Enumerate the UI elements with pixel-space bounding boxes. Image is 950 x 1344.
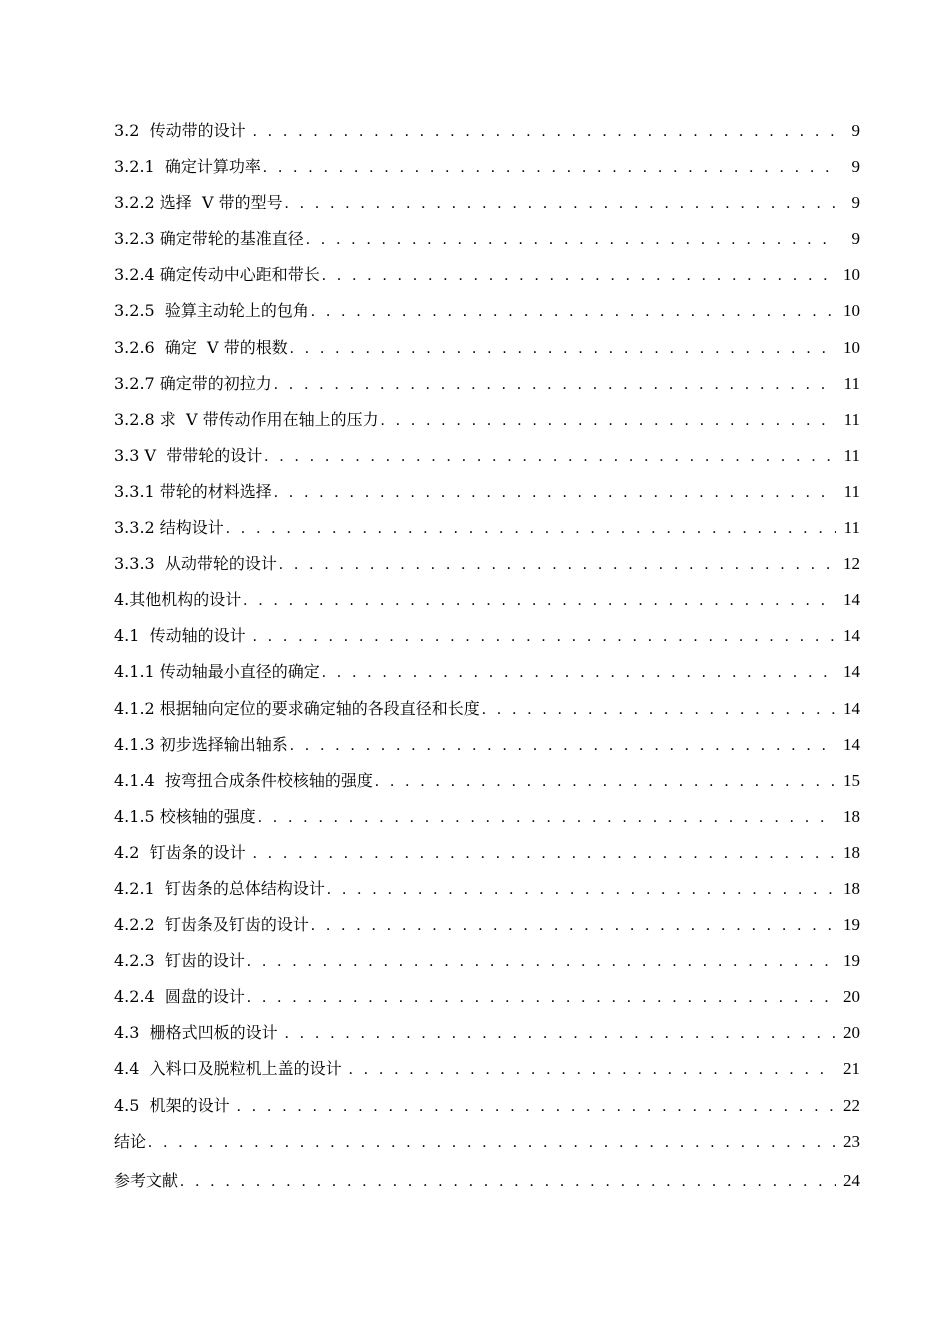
dot-leader (381, 407, 836, 435)
dot-leader (279, 551, 836, 579)
dot-leader (311, 912, 836, 940)
toc-entry-4-5[interactable] (114, 1092, 860, 1128)
toc-entry-3-3-2[interactable] (114, 514, 860, 550)
toc-entry-page: 23 (843, 1131, 860, 1151)
toc-entry-title: 4.3 栅格式凹板的设计 (114, 1023, 283, 1043)
toc-entry-4-3[interactable] (114, 1019, 860, 1055)
dot-leader (375, 768, 836, 796)
toc-entry-3-2-5[interactable] (114, 297, 860, 333)
toc-entry-4-2-4[interactable] (114, 983, 860, 1019)
toc-entry-title: 4.5 机架的设计 (114, 1095, 235, 1115)
toc-entry-title: 4.1.2 根据轴向定位的要求确定轴的各段直径和长度 (114, 698, 480, 718)
toc-entry-3-2-8[interactable] (114, 406, 860, 442)
toc-entry-title: 4.2.4 圆盘的设计 (114, 987, 245, 1007)
toc-entry-page: 18 (843, 878, 860, 898)
toc-entry-page: 11 (843, 409, 860, 429)
toc-entry-page: 14 (843, 626, 860, 646)
toc-entry-page: 9 (851, 193, 860, 213)
toc-entry-title: 4.2 钉齿条的设计 (114, 842, 251, 862)
toc-entry-page: 14 (843, 734, 860, 754)
toc-entry-page: 14 (843, 698, 860, 718)
dot-leader (306, 226, 836, 254)
dot-leader (253, 623, 836, 651)
toc-entry-page: 11 (843, 518, 860, 538)
toc-entry-page: 20 (843, 1023, 860, 1043)
dot-leader (311, 298, 836, 326)
toc-entry-title: 3.3.3 从动带轮的设计 (114, 554, 277, 574)
toc-entry-3-3[interactable] (114, 442, 860, 478)
toc-entry-3-2-6[interactable] (114, 334, 860, 370)
toc-entry-title: 4.2.3 钉齿的设计 (114, 951, 245, 971)
dot-leader (285, 1020, 836, 1048)
toc-entry-4[interactable] (114, 586, 860, 622)
toc-entry-3-2-7[interactable] (114, 370, 860, 406)
dot-leader (285, 190, 836, 218)
toc-entry-title: 4.2.2 钉齿条及钉齿的设计 (114, 915, 309, 935)
toc-entry-title: 3.2 传动带的设计 (114, 121, 251, 140)
dot-leader (263, 154, 836, 182)
toc-entry-page: 14 (843, 590, 860, 610)
toc-entry-4-1-2[interactable] (114, 695, 860, 731)
dot-leader (258, 804, 836, 832)
toc-entry-3-3-3[interactable] (114, 550, 860, 586)
dot-leader (253, 840, 836, 868)
toc-entry-title: 4.1 传动轴的设计 (114, 626, 251, 646)
toc-entry-title: 3.2.2 选择 V 带的型号 (114, 193, 283, 213)
toc-entry-title: 3.3.2 结构设计 (114, 518, 224, 538)
toc-entry-page: 9 (851, 157, 860, 177)
toc-entry-title: 4.1.5 校核轴的强度 (114, 806, 256, 826)
dot-leader (290, 732, 836, 760)
toc-entry-page: 10 (843, 301, 860, 321)
toc-entry-title: 3.2.7 确定带的初拉力 (114, 373, 272, 393)
toc-entry-4-2-3[interactable] (114, 947, 860, 983)
toc-entry-page: 11 (843, 481, 860, 501)
dot-leader (274, 371, 836, 399)
toc-entry-title: 3.2.1 确定计算功率 (114, 157, 261, 177)
toc-entry-4-2-2[interactable] (114, 911, 860, 947)
toc-entry-title: 3.2.8 求 V 带传动作用在轴上的压力 (114, 409, 379, 429)
toc-entry-references[interactable] (114, 1167, 860, 1203)
dot-leader (226, 515, 836, 543)
dot-leader (482, 696, 836, 724)
toc-entry-page: 14 (843, 662, 860, 682)
toc-entry-title: 3.2.3 确定带轮的基准直径 (114, 229, 304, 249)
dot-leader (327, 876, 836, 904)
toc-entry-page: 18 (843, 806, 860, 826)
toc-entry-4-1-3[interactable] (114, 731, 860, 767)
toc-entry-3-3-1[interactable] (114, 478, 860, 514)
toc-entry-4-2-1[interactable] (114, 875, 860, 911)
dot-leader (322, 262, 836, 290)
toc-entry-4-1-5[interactable] (114, 803, 860, 839)
toc-entry-title: 3.3.1 带轮的材料选择 (114, 481, 272, 501)
toc-entry-page: 19 (843, 951, 860, 971)
toc-entry-3-2-2[interactable] (114, 189, 860, 225)
toc-entry-title: 3.2.4 确定传动中心距和带长 (114, 265, 320, 285)
toc-entry-page: 21 (843, 1059, 860, 1079)
toc-entry-page: 12 (843, 554, 860, 574)
toc-entry-title: 4.2.1 钉齿条的总体结构设计 (114, 878, 325, 898)
toc-entry-title: 3.3 V 带带轮的设计 (114, 445, 263, 465)
toc-entry-title: 参考文献 (114, 1170, 179, 1190)
toc-entry-4-4[interactable] (114, 1055, 860, 1091)
dot-leader (247, 948, 836, 976)
dot-leader (247, 984, 836, 1012)
dot-leader (148, 1129, 836, 1157)
dot-leader (180, 1168, 836, 1196)
toc-entry-page: 22 (843, 1095, 860, 1115)
toc-entry-title: 4.1.1 传动轴最小直径的确定 (114, 662, 320, 682)
toc-entry-4-1[interactable] (114, 622, 860, 658)
toc-entry-page: 19 (843, 915, 860, 935)
toc-entry-page: 10 (843, 337, 860, 357)
toc-entry-title: 4.1.4 按弯扭合成条件校核轴的强度 (114, 770, 373, 790)
dot-leader (349, 1056, 836, 1084)
toc-entry-title: 3.2.5 验算主动轮上的包角 (114, 301, 309, 321)
toc-entry-page: 11 (843, 445, 860, 465)
dot-leader (290, 335, 836, 363)
dot-leader (322, 659, 836, 687)
dot-leader (243, 587, 836, 615)
toc-entry-page: 11 (843, 373, 860, 393)
dot-leader (274, 479, 836, 507)
toc-entry-title: 4.其他机构的设计 (114, 590, 242, 610)
toc-entry-title: 3.2.6 确定 V 带的根数 (114, 337, 288, 357)
toc-entry-page: 18 (843, 842, 860, 862)
toc-entry-4-1-1[interactable] (114, 658, 860, 694)
toc-entry-3-2[interactable] (114, 117, 860, 153)
toc-entry-page: 9 (851, 229, 860, 249)
toc-entry-3-2-3[interactable] (114, 225, 860, 261)
dot-leader (253, 118, 836, 146)
toc-entry-4-1-4[interactable] (114, 767, 860, 803)
toc-entry-page: 9 (851, 121, 860, 140)
toc-entry-conclusion[interactable] (114, 1128, 860, 1164)
toc-entry-page: 24 (843, 1170, 860, 1190)
dot-leader (237, 1093, 836, 1121)
toc-entry-page: 15 (843, 770, 860, 790)
toc-entry-title: 结论 (114, 1131, 147, 1151)
table-of-contents (114, 117, 860, 1203)
toc-entry-3-2-4[interactable] (114, 261, 860, 297)
toc-entry-page: 20 (843, 987, 860, 1007)
toc-entry-4-2[interactable] (114, 839, 860, 875)
toc-entry-title: 4.1.3 初步选择输出轴系 (114, 734, 288, 754)
toc-entry-title: 4.4 入料口及脱粒机上盖的设计 (114, 1059, 347, 1079)
toc-entry-3-2-1[interactable] (114, 153, 860, 189)
dot-leader (264, 443, 836, 471)
toc-entry-page: 10 (843, 265, 860, 285)
